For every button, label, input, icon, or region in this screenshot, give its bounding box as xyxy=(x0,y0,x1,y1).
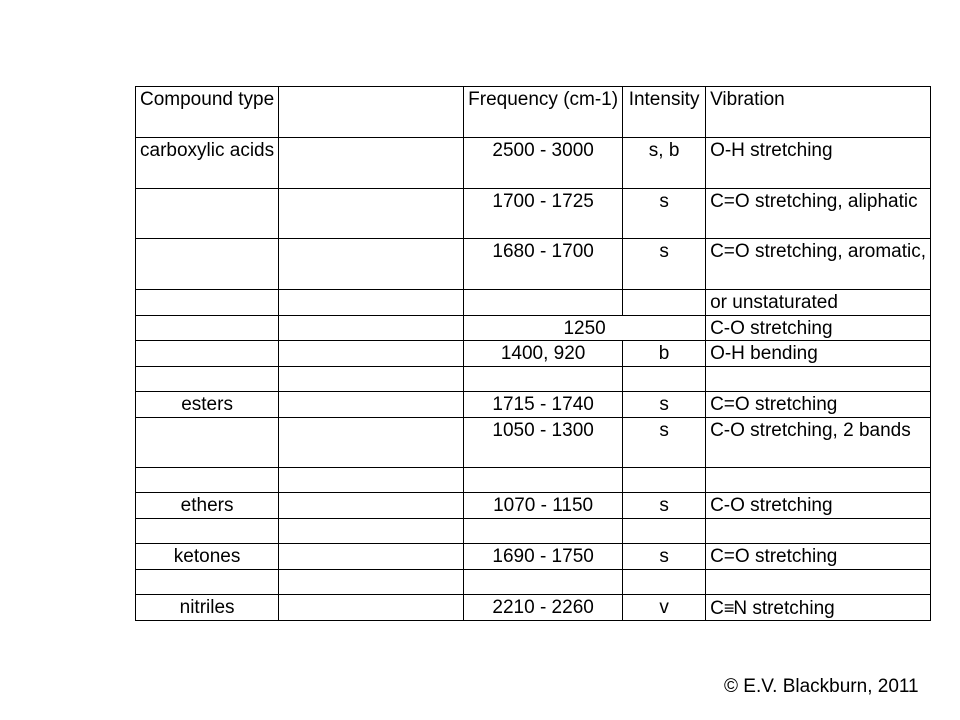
blank-cell xyxy=(279,341,464,367)
compound-cell: esters xyxy=(136,392,279,418)
frequency-cell xyxy=(464,519,623,544)
blank-cell xyxy=(279,519,464,544)
blank-cell xyxy=(279,239,464,290)
vibration-prefix: C xyxy=(710,598,724,619)
table-row xyxy=(136,544,931,570)
compound-cell xyxy=(136,189,279,239)
header-row xyxy=(136,87,931,138)
frequency-cell xyxy=(464,367,623,392)
frequency-cell: 1050 - 1300 xyxy=(464,418,623,468)
table-row xyxy=(136,392,931,418)
compound-cell xyxy=(136,316,279,341)
table-row xyxy=(136,239,931,290)
header-intensity: Intensity xyxy=(623,87,706,138)
blank-cell xyxy=(279,468,464,493)
blank-cell xyxy=(279,290,464,316)
compound-cell xyxy=(136,519,279,544)
frequency-cell: 1700 - 1725 xyxy=(464,189,623,239)
compound-cell xyxy=(136,418,279,468)
blank-cell xyxy=(279,570,464,595)
table-row xyxy=(136,290,931,316)
vibration-cell: C-O stretching, 2 bands xyxy=(706,418,931,468)
vibration-cell xyxy=(706,595,931,621)
vibration-cell: O-H stretching xyxy=(706,138,931,189)
vibration-cell: C=O stretching xyxy=(706,544,931,570)
compound-cell xyxy=(136,468,279,493)
compound-cell: ethers xyxy=(136,493,279,519)
frequency-cell: 1250 xyxy=(464,316,706,341)
blank-cell xyxy=(279,316,464,341)
frequency-cell: 2500 - 3000 xyxy=(464,138,623,189)
compound-cell xyxy=(136,290,279,316)
blank-cell xyxy=(279,418,464,468)
intensity-cell xyxy=(623,290,706,316)
frequency-cell xyxy=(464,290,623,316)
table-row xyxy=(136,570,931,595)
compound-cell: nitriles xyxy=(136,595,279,621)
frequency-cell: 1070 - 1150 xyxy=(464,493,623,519)
intensity-cell xyxy=(623,570,706,595)
vibration-cell: C=O stretching, aromatic, xyxy=(706,239,931,290)
intensity-cell xyxy=(623,468,706,493)
intensity-cell: s xyxy=(623,392,706,418)
intensity-cell: s xyxy=(623,544,706,570)
frequency-cell: 1400, 920 xyxy=(464,341,623,367)
compound-cell xyxy=(136,367,279,392)
table-row xyxy=(136,468,931,493)
table-row xyxy=(136,367,931,392)
blank-cell xyxy=(279,595,464,621)
table-row xyxy=(136,341,931,367)
intensity-cell: s xyxy=(623,239,706,290)
vibration-cell: or unstaturated xyxy=(706,290,931,316)
table-row xyxy=(136,138,931,189)
vibration-cell: C-O stretching xyxy=(706,493,931,519)
table-row xyxy=(136,519,931,544)
intensity-cell: v xyxy=(623,595,706,621)
intensity-cell xyxy=(623,367,706,392)
intensity-cell: s xyxy=(623,189,706,239)
blank-cell xyxy=(279,392,464,418)
frequency-cell xyxy=(464,468,623,493)
table-row xyxy=(136,493,931,519)
blank-cell xyxy=(279,493,464,519)
vibration-cell xyxy=(706,570,931,595)
vibration-cell xyxy=(706,468,931,493)
frequency-cell: 2210 - 2260 xyxy=(464,595,623,621)
vibration-cell: O-H bending xyxy=(706,341,931,367)
intensity-cell: s xyxy=(623,418,706,468)
ir-frequency-table xyxy=(135,86,931,621)
copyright-notice: © E.V. Blackburn, 2011 xyxy=(724,676,919,697)
frequency-cell: 1680 - 1700 xyxy=(464,239,623,290)
compound-cell: carboxylic acids xyxy=(136,138,279,189)
header-compound-type: Compound type xyxy=(136,87,279,138)
vibration-cell: C=O stretching, aliphatic xyxy=(706,189,931,239)
intensity-cell: b xyxy=(623,341,706,367)
blank-cell xyxy=(279,138,464,189)
vibration-cell: C=O stretching xyxy=(706,392,931,418)
table-row xyxy=(136,316,931,341)
blank-cell xyxy=(279,367,464,392)
table-row xyxy=(136,189,931,239)
vibration-cell xyxy=(706,519,931,544)
intensity-cell: s, b xyxy=(623,138,706,189)
compound-cell xyxy=(136,570,279,595)
blank-cell xyxy=(279,189,464,239)
header-frequency: Frequency (cm-1) xyxy=(464,87,623,138)
header-vibration: Vibration xyxy=(706,87,931,138)
header-blank xyxy=(279,87,464,138)
intensity-cell: s xyxy=(623,493,706,519)
table-row xyxy=(136,418,931,468)
vibration-cell: C-O stretching xyxy=(706,316,931,341)
frequency-cell xyxy=(464,570,623,595)
table-row xyxy=(136,595,931,621)
compound-cell: ketones xyxy=(136,544,279,570)
vibration-cell xyxy=(706,367,931,392)
intensity-cell xyxy=(623,519,706,544)
frequency-cell: 1690 - 1750 xyxy=(464,544,623,570)
compound-cell xyxy=(136,239,279,290)
triple-bond-symbol: ≡ xyxy=(723,598,734,618)
compound-cell xyxy=(136,341,279,367)
frequency-cell: 1715 - 1740 xyxy=(464,392,623,418)
vibration-suffix: N stretching xyxy=(733,598,835,619)
blank-cell xyxy=(279,544,464,570)
